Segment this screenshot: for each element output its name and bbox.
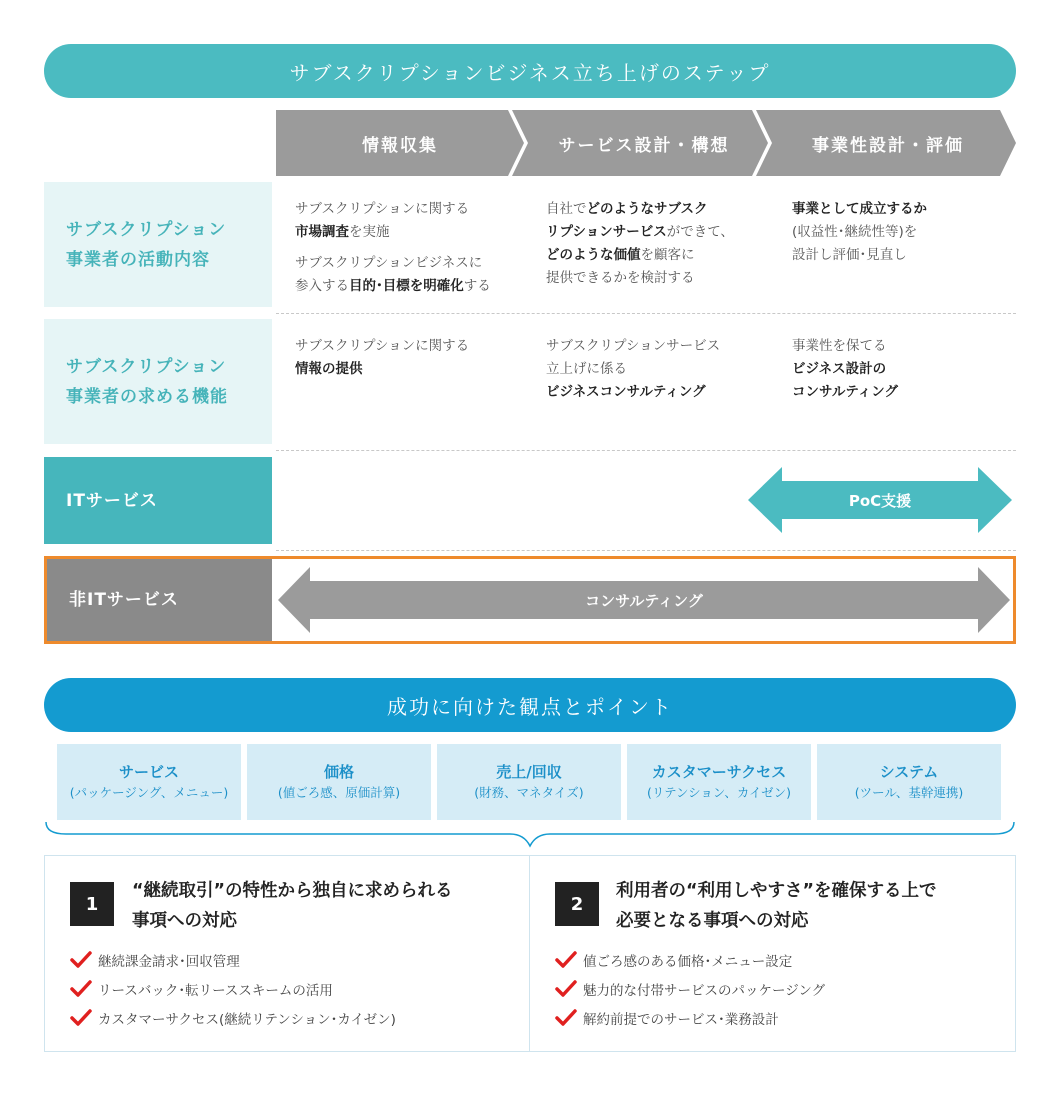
activity-col3-l1-bold: 事業として成立するか <box>792 201 927 217</box>
activity-col2-l2-tail: ができて、 <box>666 224 734 240</box>
points-divider <box>529 856 530 1051</box>
activity-col1-b-tail: する <box>463 278 491 294</box>
needs-col1 <box>295 335 515 381</box>
activity-col2-l2-bold: リプションサービス <box>546 224 667 240</box>
activity-col1-b-line1: サブスクリプションビジネスに <box>295 255 483 271</box>
step-label-3: 事業性設計・評価 <box>812 135 964 156</box>
point-2-title-line2: 必要となる事項への対応 <box>616 911 809 931</box>
needs-col3-l1: 事業性を保てる <box>792 338 887 354</box>
check-icon <box>555 1009 577 1027</box>
point-1-item-1-text: 継続課金請求･回収管理 <box>98 954 240 970</box>
activity-col2 <box>546 198 766 290</box>
category-price-sub: (値ごろ感、原価計算) <box>277 785 401 800</box>
needs-col3-l3-bold: コンサルティング <box>792 384 898 400</box>
row-header-it <box>44 457 272 544</box>
step-chevrons <box>276 110 1016 176</box>
point-2-item-1-text: 値ごろ感のある価格･メニュー設定 <box>583 954 793 970</box>
category-customer-success-title: カスタマーサクセス <box>651 763 787 781</box>
activity-col2-l4: 提供できるかを検討する <box>546 270 695 286</box>
category-system-sub: (ツール、基幹連携) <box>854 785 964 800</box>
activity-col3-l3: 設計し評価･見直し <box>792 247 907 263</box>
category-customer-success <box>627 744 811 820</box>
activity-col1-a-tail: を実施 <box>349 224 390 240</box>
row-header-needs-line2: 事業者の求める機能 <box>66 386 228 407</box>
row-divider-2 <box>276 450 1016 451</box>
needs-col3 <box>792 335 1002 404</box>
poc-arrow-label: PoC支援 <box>848 491 912 510</box>
row-header-needs <box>44 319 272 444</box>
activity-col1 <box>295 198 515 298</box>
check-icon <box>555 980 577 998</box>
point-1-item-2 <box>70 978 333 1000</box>
point-1-item-3-text: カスタマーサクセス(継続リテンション･カイゼン) <box>98 1012 396 1028</box>
category-revenue-title: 売上/回収 <box>496 763 562 781</box>
activity-col3-l2: (収益性･継続性等)を <box>792 224 918 240</box>
check-icon <box>70 1009 92 1027</box>
row-header-activity <box>44 182 272 307</box>
needs-col2 <box>546 335 766 404</box>
point-1-item-1 <box>70 949 240 971</box>
points-header-title: 成功に向けた観点とポイント <box>387 694 673 719</box>
activity-col1-a-normal: サブスクリプションに関する <box>295 201 470 217</box>
row-header-needs-line1: サブスクリプション <box>66 356 227 377</box>
steps-header <box>44 44 1016 98</box>
needs-col3-l2-bold: ビジネス設計の <box>792 361 887 377</box>
row-header-activity-line1: サブスクリプション <box>66 219 227 240</box>
step-label-1: 情報収集 <box>362 135 438 156</box>
category-price-title: 価格 <box>323 763 354 781</box>
activity-col2-l3-tail: を顧客に <box>640 247 695 263</box>
row-header-it-label: ITサービス <box>66 490 158 511</box>
point-2-number: 2 <box>555 882 599 926</box>
category-price <box>247 744 431 820</box>
point-2-item-2 <box>555 978 825 1000</box>
activity-col1-a-bold: 市場調査 <box>295 224 349 240</box>
row-header-activity-line2: 事業者の活動内容 <box>66 249 210 270</box>
point-1-title-line1: “継続取引”の特性から独自に求められる <box>132 881 453 901</box>
needs-col1-l1: サブスクリプションに関する <box>295 338 470 354</box>
row-header-nonit <box>47 559 272 641</box>
needs-col2-l2: 立上げに係る <box>546 361 627 377</box>
consulting-arrow-label: コンサルティング <box>585 591 703 610</box>
needs-col1-l2-bold: 情報の提供 <box>295 361 363 377</box>
category-revenue-sub: (財務、マネタイズ) <box>474 785 584 800</box>
point-2-item-3-text: 解約前提でのサービス･業務設計 <box>583 1012 779 1028</box>
steps-header-title: サブスクリプションビジネス立ち上げのステップ <box>289 60 771 85</box>
needs-col2-l3-bold: ビジネスコンサルティング <box>546 384 706 400</box>
activity-col2-l1-bold: どのようなサブスク <box>586 201 708 217</box>
category-system-title: システム <box>879 763 939 781</box>
point-2-title-line1: 利用者の“利用しやすさ”を確保する上で <box>616 881 937 901</box>
activity-col2-l3-bold: どのような価値 <box>546 247 641 263</box>
activity-col1-b-bold: 目的･目標を明確化 <box>349 278 464 294</box>
row-divider-3 <box>276 550 1016 551</box>
point-1-title <box>132 876 512 936</box>
activity-col2-l1-pre: 自社で <box>546 201 587 217</box>
category-service-sub: (パッケージング、メニュー) <box>69 785 229 800</box>
point-2-item-2-text: 魅力的な付帯サービスのパッケージング <box>583 983 826 999</box>
point-2-title <box>616 876 1006 936</box>
category-service-title: サービス <box>118 763 179 781</box>
category-customer-success-sub: (リテンション、カイゼン) <box>646 785 792 800</box>
row-divider-1 <box>276 313 1016 314</box>
point-2-item-1 <box>555 949 792 971</box>
activity-col1-b-pre: 参入する <box>295 278 349 294</box>
activity-col3 <box>792 198 1002 267</box>
points-header <box>44 678 1016 732</box>
category-system <box>817 744 1001 820</box>
point-1-item-3 <box>70 1007 396 1029</box>
step-label-2: サービス設計・構想 <box>558 135 730 156</box>
check-icon <box>70 951 92 969</box>
category-revenue <box>437 744 621 820</box>
needs-col2-l1: サブスクリプションサービス <box>546 338 721 354</box>
check-icon <box>555 951 577 969</box>
point-1-title-line2: 事項への対応 <box>132 911 237 931</box>
category-service <box>57 744 241 820</box>
point-1-item-2-text: リースバック･転リーススキームの活用 <box>98 983 333 999</box>
row-header-nonit-label: 非ITサービス <box>69 590 179 610</box>
check-icon <box>70 980 92 998</box>
point-2-item-3 <box>555 1007 779 1029</box>
grouping-brace <box>44 820 1016 848</box>
point-1-number: 1 <box>70 882 114 926</box>
